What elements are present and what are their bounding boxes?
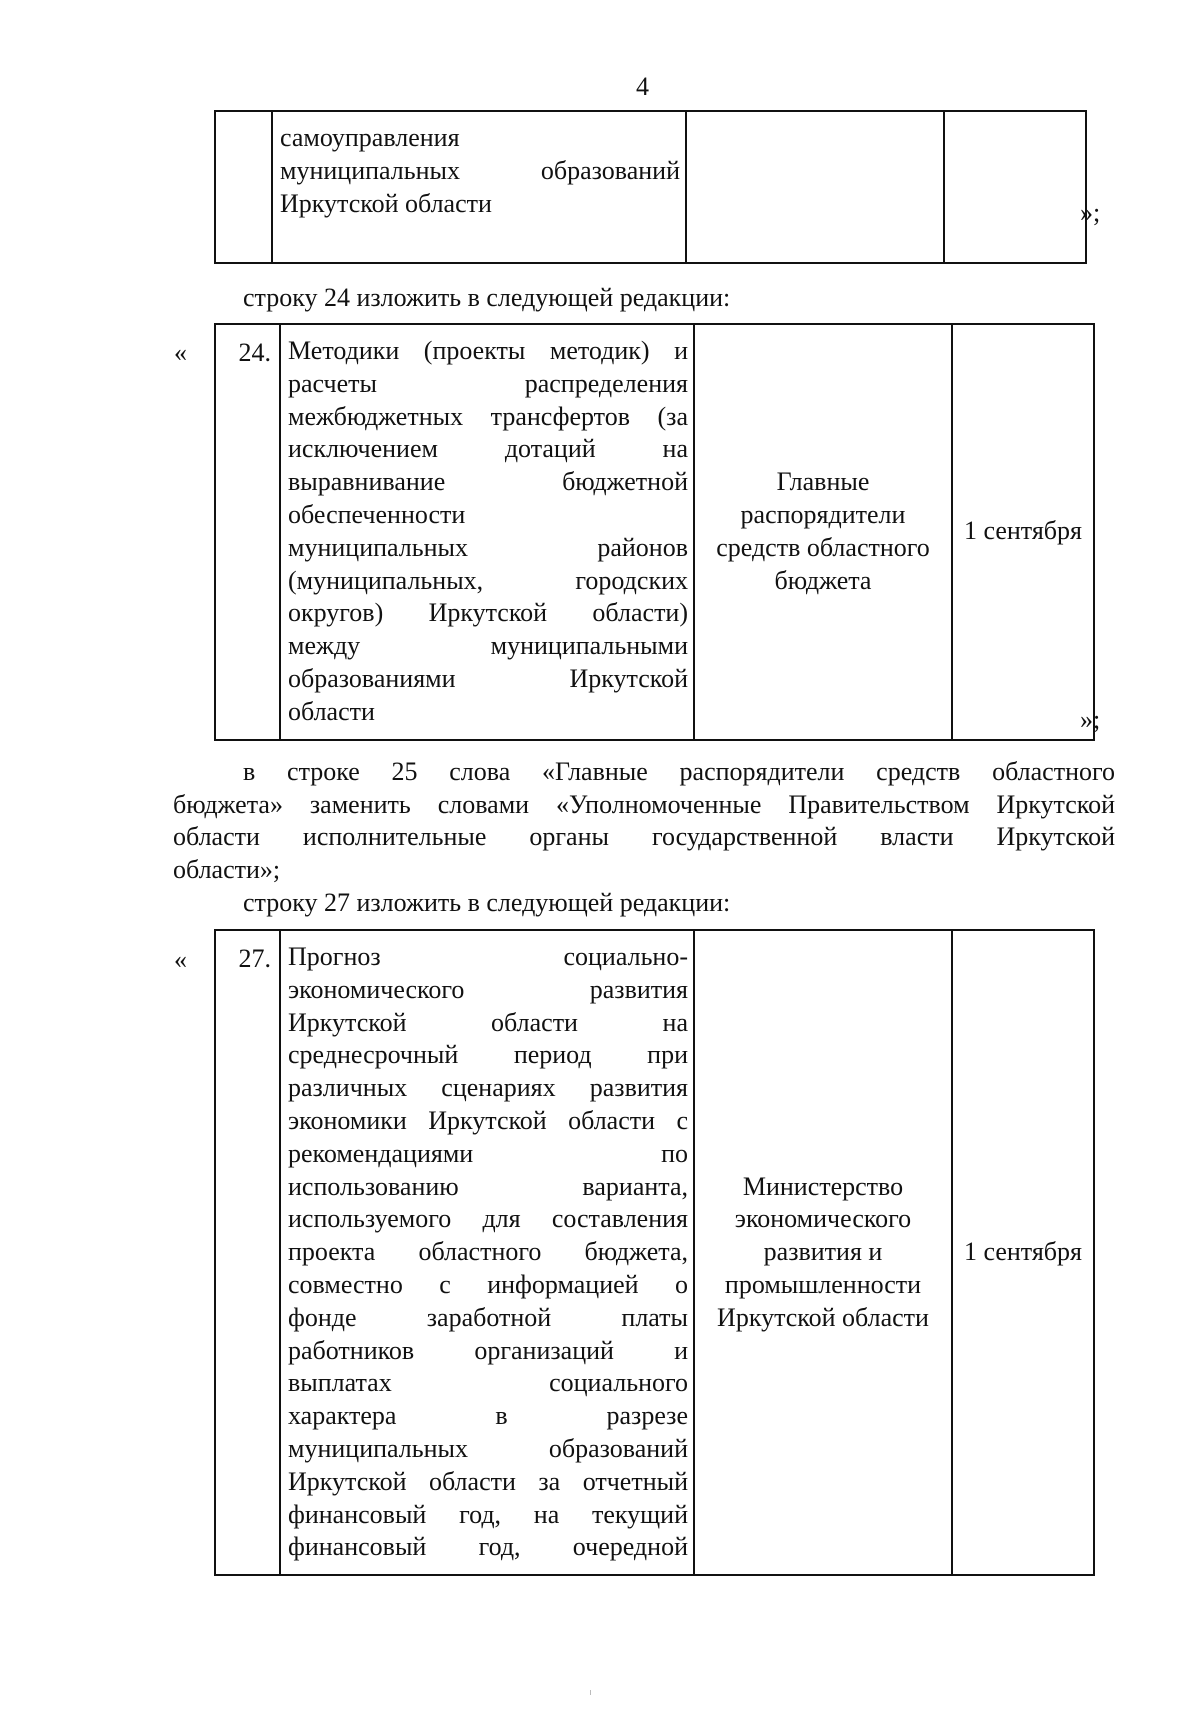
- desc-line: среднесрочный период при: [288, 1040, 688, 1070]
- paragraph-line: в строке 25 слова «Главные распорядители средств областного: [243, 757, 1115, 786]
- desc-line: фонде заработной платы: [288, 1302, 688, 1332]
- cell-deadline: [944, 111, 1086, 263]
- desc-line: самоуправления: [280, 123, 460, 152]
- responsible-line: Министерство: [742, 1171, 904, 1201]
- row-number: 27.: [215, 930, 280, 1575]
- paragraph-line: бюджета» заменить словами «Уполномоченные Правительством Иркутской: [173, 789, 1115, 819]
- desc-line: работников организаций и: [288, 1335, 688, 1365]
- cell-deadline: [952, 930, 1094, 1575]
- desc-line: финансовый год, очередной: [288, 1532, 688, 1562]
- desc-line: используемого для составления: [288, 1204, 688, 1234]
- desc-line: Методики (проекты методик) и: [288, 336, 688, 365]
- cell-responsible: [694, 324, 952, 740]
- intro-row-27: строку 27 изложить в следующей редакции:: [243, 888, 731, 917]
- intro-row-24: строку 24 изложить в следующей редакции:: [243, 283, 731, 312]
- cell-description: [280, 930, 694, 1575]
- deadline-text: 1 сентября: [964, 516, 1082, 546]
- desc-line: исключением дотаций на: [288, 434, 688, 464]
- paragraph-line: области исполнительные органы государственной власти Иркутской: [173, 822, 1115, 851]
- desc-line: различных сценариях развития: [288, 1073, 688, 1103]
- desc-line: муниципальных районов: [288, 532, 688, 562]
- desc-line: области: [288, 696, 375, 726]
- desc-line: проекта областного бюджета,: [288, 1237, 688, 1267]
- scan-artifact: [590, 1690, 591, 1695]
- desc-line: характера в разрезе: [288, 1401, 688, 1431]
- desc-line: Иркутской области за отчетный: [288, 1466, 688, 1496]
- closing-quote: »;: [1080, 198, 1101, 227]
- desc-line: рекомендациями по: [288, 1138, 688, 1168]
- desc-line: экономики Иркутской области с: [288, 1105, 688, 1135]
- cell-description: [280, 324, 694, 740]
- desc-line: муниципальных образований: [288, 1433, 688, 1463]
- responsible-line: Главные: [776, 467, 870, 497]
- responsible-line: экономического: [734, 1204, 912, 1234]
- table-row-24: [214, 323, 1095, 741]
- desc-line: Иркутской области: [280, 188, 492, 218]
- paragraph-row-25: [173, 756, 1115, 886]
- cell-responsible: [686, 111, 944, 263]
- responsible-line: Иркутской области: [717, 1302, 929, 1332]
- desc-line: расчеты распределения: [288, 368, 688, 398]
- desc-line: выплатах социального: [288, 1368, 688, 1398]
- responsible-line: средств областного: [716, 532, 930, 562]
- desc-line: округов) Иркутской области): [288, 598, 688, 628]
- desc-line: Прогноз социально-: [288, 942, 688, 971]
- cell-number: [215, 111, 272, 263]
- responsible-line: промышленности: [724, 1269, 922, 1299]
- desc-line: экономического развития: [288, 974, 688, 1004]
- desc-line: обеспеченности: [288, 499, 466, 529]
- desc-line: образованиями Иркутской: [288, 663, 688, 693]
- desc-line: совместно с информацией о: [288, 1269, 688, 1299]
- desc-line: Иркутской области на: [288, 1007, 688, 1037]
- paragraph-line: области»;: [173, 854, 281, 884]
- cell-responsible: [694, 930, 952, 1575]
- desc-line: муниципальных образований: [280, 155, 680, 185]
- responsible-line: распорядители: [740, 499, 906, 529]
- row-number: 24.: [215, 324, 280, 740]
- responsible-line: развития и: [763, 1237, 883, 1267]
- table-row-27: [214, 929, 1095, 1576]
- desc-line: (муниципальных, городских: [288, 565, 688, 595]
- page-number: 4: [636, 72, 649, 101]
- desc-line: финансовый год, на текущий: [288, 1499, 688, 1529]
- desc-line: использованию варианта,: [288, 1171, 688, 1201]
- desc-line: между муниципальными: [288, 631, 688, 661]
- desc-line: выравнивание бюджетной: [288, 467, 688, 497]
- responsible-line: бюджета: [774, 565, 872, 595]
- opening-quote: «: [174, 945, 187, 974]
- closing-quote: »;: [1080, 705, 1101, 734]
- table-continuation: [214, 110, 1087, 264]
- deadline-text: 1 сентября: [964, 1237, 1082, 1267]
- opening-quote: «: [174, 338, 187, 367]
- cell-deadline: [952, 324, 1094, 740]
- desc-line: межбюджетных трансфертов (за: [288, 401, 688, 431]
- cell-description: [272, 111, 686, 263]
